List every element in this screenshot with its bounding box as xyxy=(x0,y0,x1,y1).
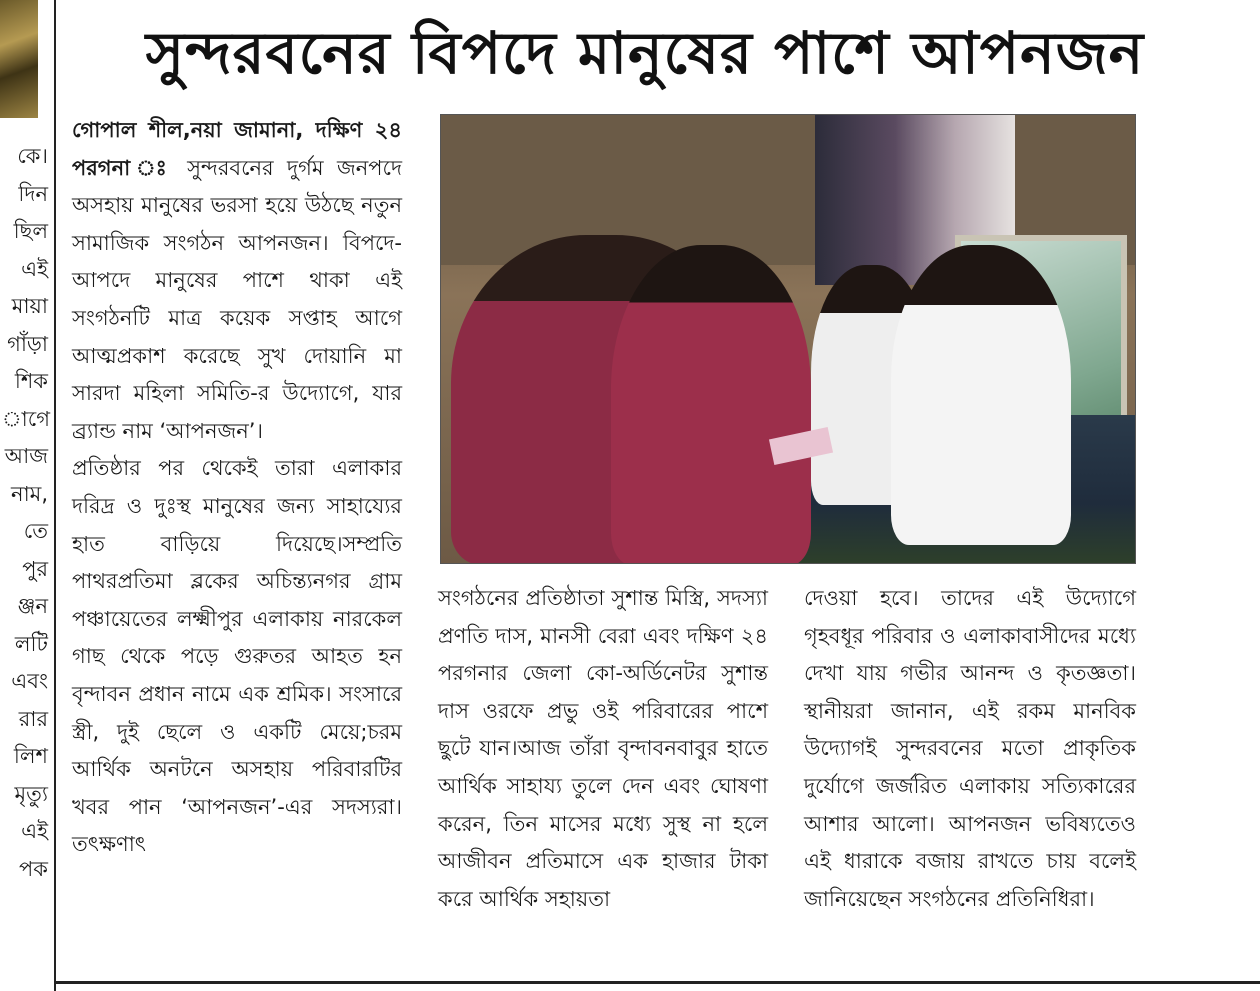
adjacent-photo-thumbnail xyxy=(0,0,38,118)
article-photo xyxy=(440,114,1136,564)
article-headline: সুন্দরবনের বিপদে মানুষের পাশে আপনজন xyxy=(145,19,1145,87)
adjacent-column-text xyxy=(2,138,52,888)
adjacent-text-fragment: ঞ্জন xyxy=(17,594,48,618)
adjacent-text-fragment: কে। xyxy=(17,144,48,168)
adjacent-text-fragment: এবং xyxy=(11,669,48,693)
adjacent-text-fragment: শিক xyxy=(14,369,48,393)
photo-person-man-right xyxy=(891,245,1071,545)
adjacent-text-fragment: এই xyxy=(21,256,48,281)
article-column-3: দেওয়া হবে। তাদের এই উদ্যোগে গৃহবধূর পরিবার ও এলাকাবাসীদের মধ্যে দেখা যায় গভীর আনন্দ ও কৃতজ্ঞতা।স্থানীয়রা জানান, এই রকম মানবিক উদ্যোগই সুন্দরবনের মতো প্রাকৃতিক দুর্যোগে জর্জরিত এলাকায় সত্যিকারের আশার আলো। আপনজন ভবিষ্যতেও এই ধারাকে বজায় রাখতে চায় বলেই জানিয়েছেন সংগঠনের প্রতিনিধিরা। xyxy=(804,586,1136,911)
adjacent-text-fragment: গাঁড়া xyxy=(7,331,48,356)
adjacent-text-fragment: মৃত্যু xyxy=(14,781,48,806)
adjacent-text-fragment: ছিল xyxy=(13,219,48,243)
adjacent-text-fragment: লিশ xyxy=(13,744,48,768)
article-byline: গোপাল শীল,নয়া জামানা, দক্ষিণ ২৪ পরগনা ঃ xyxy=(72,118,402,180)
adjacent-text-fragment: আজ xyxy=(4,444,48,468)
adjacent-column-strip xyxy=(0,0,56,991)
photo-person-woman-center xyxy=(611,245,811,564)
adjacent-text-fragment: মায়া xyxy=(11,294,48,318)
adjacent-text-fragment: াগে xyxy=(2,406,50,431)
bottom-rule xyxy=(56,981,1260,984)
adjacent-text-fragment: নাম, xyxy=(11,481,48,506)
adjacent-text-fragment: তে xyxy=(23,519,48,543)
article-column-1 xyxy=(72,112,402,864)
adjacent-text-fragment: পক xyxy=(19,856,48,881)
adjacent-text-fragment: রার xyxy=(18,706,48,731)
adjacent-text-fragment: পুর xyxy=(22,556,48,581)
article-paragraph-1: সুন্দরবনের দুর্গম জনপদে অসহায় মানুষের ভরসা হয়ে উঠছে নতুন সামাজিক সংগঠন আপনজন। বিপদে-আপদে মানুষের পাশে থাকা এই সংগঠনটি মাত্র কয়েক সপ্তাহ আগে আত্মপ্রকাশ করেছে সুখ দোয়ানি মা সারদা মহিলা সমিতি-র উদ্যোগে, যার ব্র্যান্ড নাম ‘আপনজন’। xyxy=(72,155,402,443)
adjacent-text-fragment: এই xyxy=(21,819,48,843)
adjacent-text-fragment: লটি xyxy=(14,631,48,656)
article-column-2: সংগঠনের প্রতিষ্ঠাতা সুশান্ত মিস্ত্রি, সদস্যা প্রণতি দাস, মানসী বেরা এবং দক্ষিণ ২৪ পরগনার জেলা কো-অর্ডিনেটর সুশান্ত দাস ওরফে প্রভু ওই পরিবারের পাশে ছুটে যান।আজ তাঁরা বৃন্দাবনবাবুর হাতে আর্থিক সাহায্য তুলে দেন এবং ঘোষণা করেন, তিন মাসের মধ্যে সুস্থ না হলে আজীবন প্রতিমাসে এক হাজার টাকা করে আর্থিক সহায়তা xyxy=(438,586,768,911)
article-paragraph-2: প্রতিষ্ঠার পর থেকেই তারা এলাকার দরিদ্র ও দুঃস্থ মানুষের জন্য সাহায্যের হাত বাড়িয়ে দিয়েছে।সম্প্রতি পাথরপ্রতিমা ব্লকের অচিন্ত্যনগর গ্রাম পঞ্চায়েতের লক্ষ্মীপুর এলাকায় নারকেল গাছ থেকে পড়ে গুরুতর আহত হন বৃন্দাবন প্রধান নামে এক শ্রমিক। সংসারে স্ত্রী, দুই ছেলে ও একটি মেয়ে;চরম আর্থিক অনটনে অসহায় পরিবারটির খবর পান ‘আপনজন’-এর সদস্যরা। তৎক্ষণাৎ xyxy=(72,456,402,857)
adjacent-text-fragment: দিন xyxy=(18,181,48,206)
